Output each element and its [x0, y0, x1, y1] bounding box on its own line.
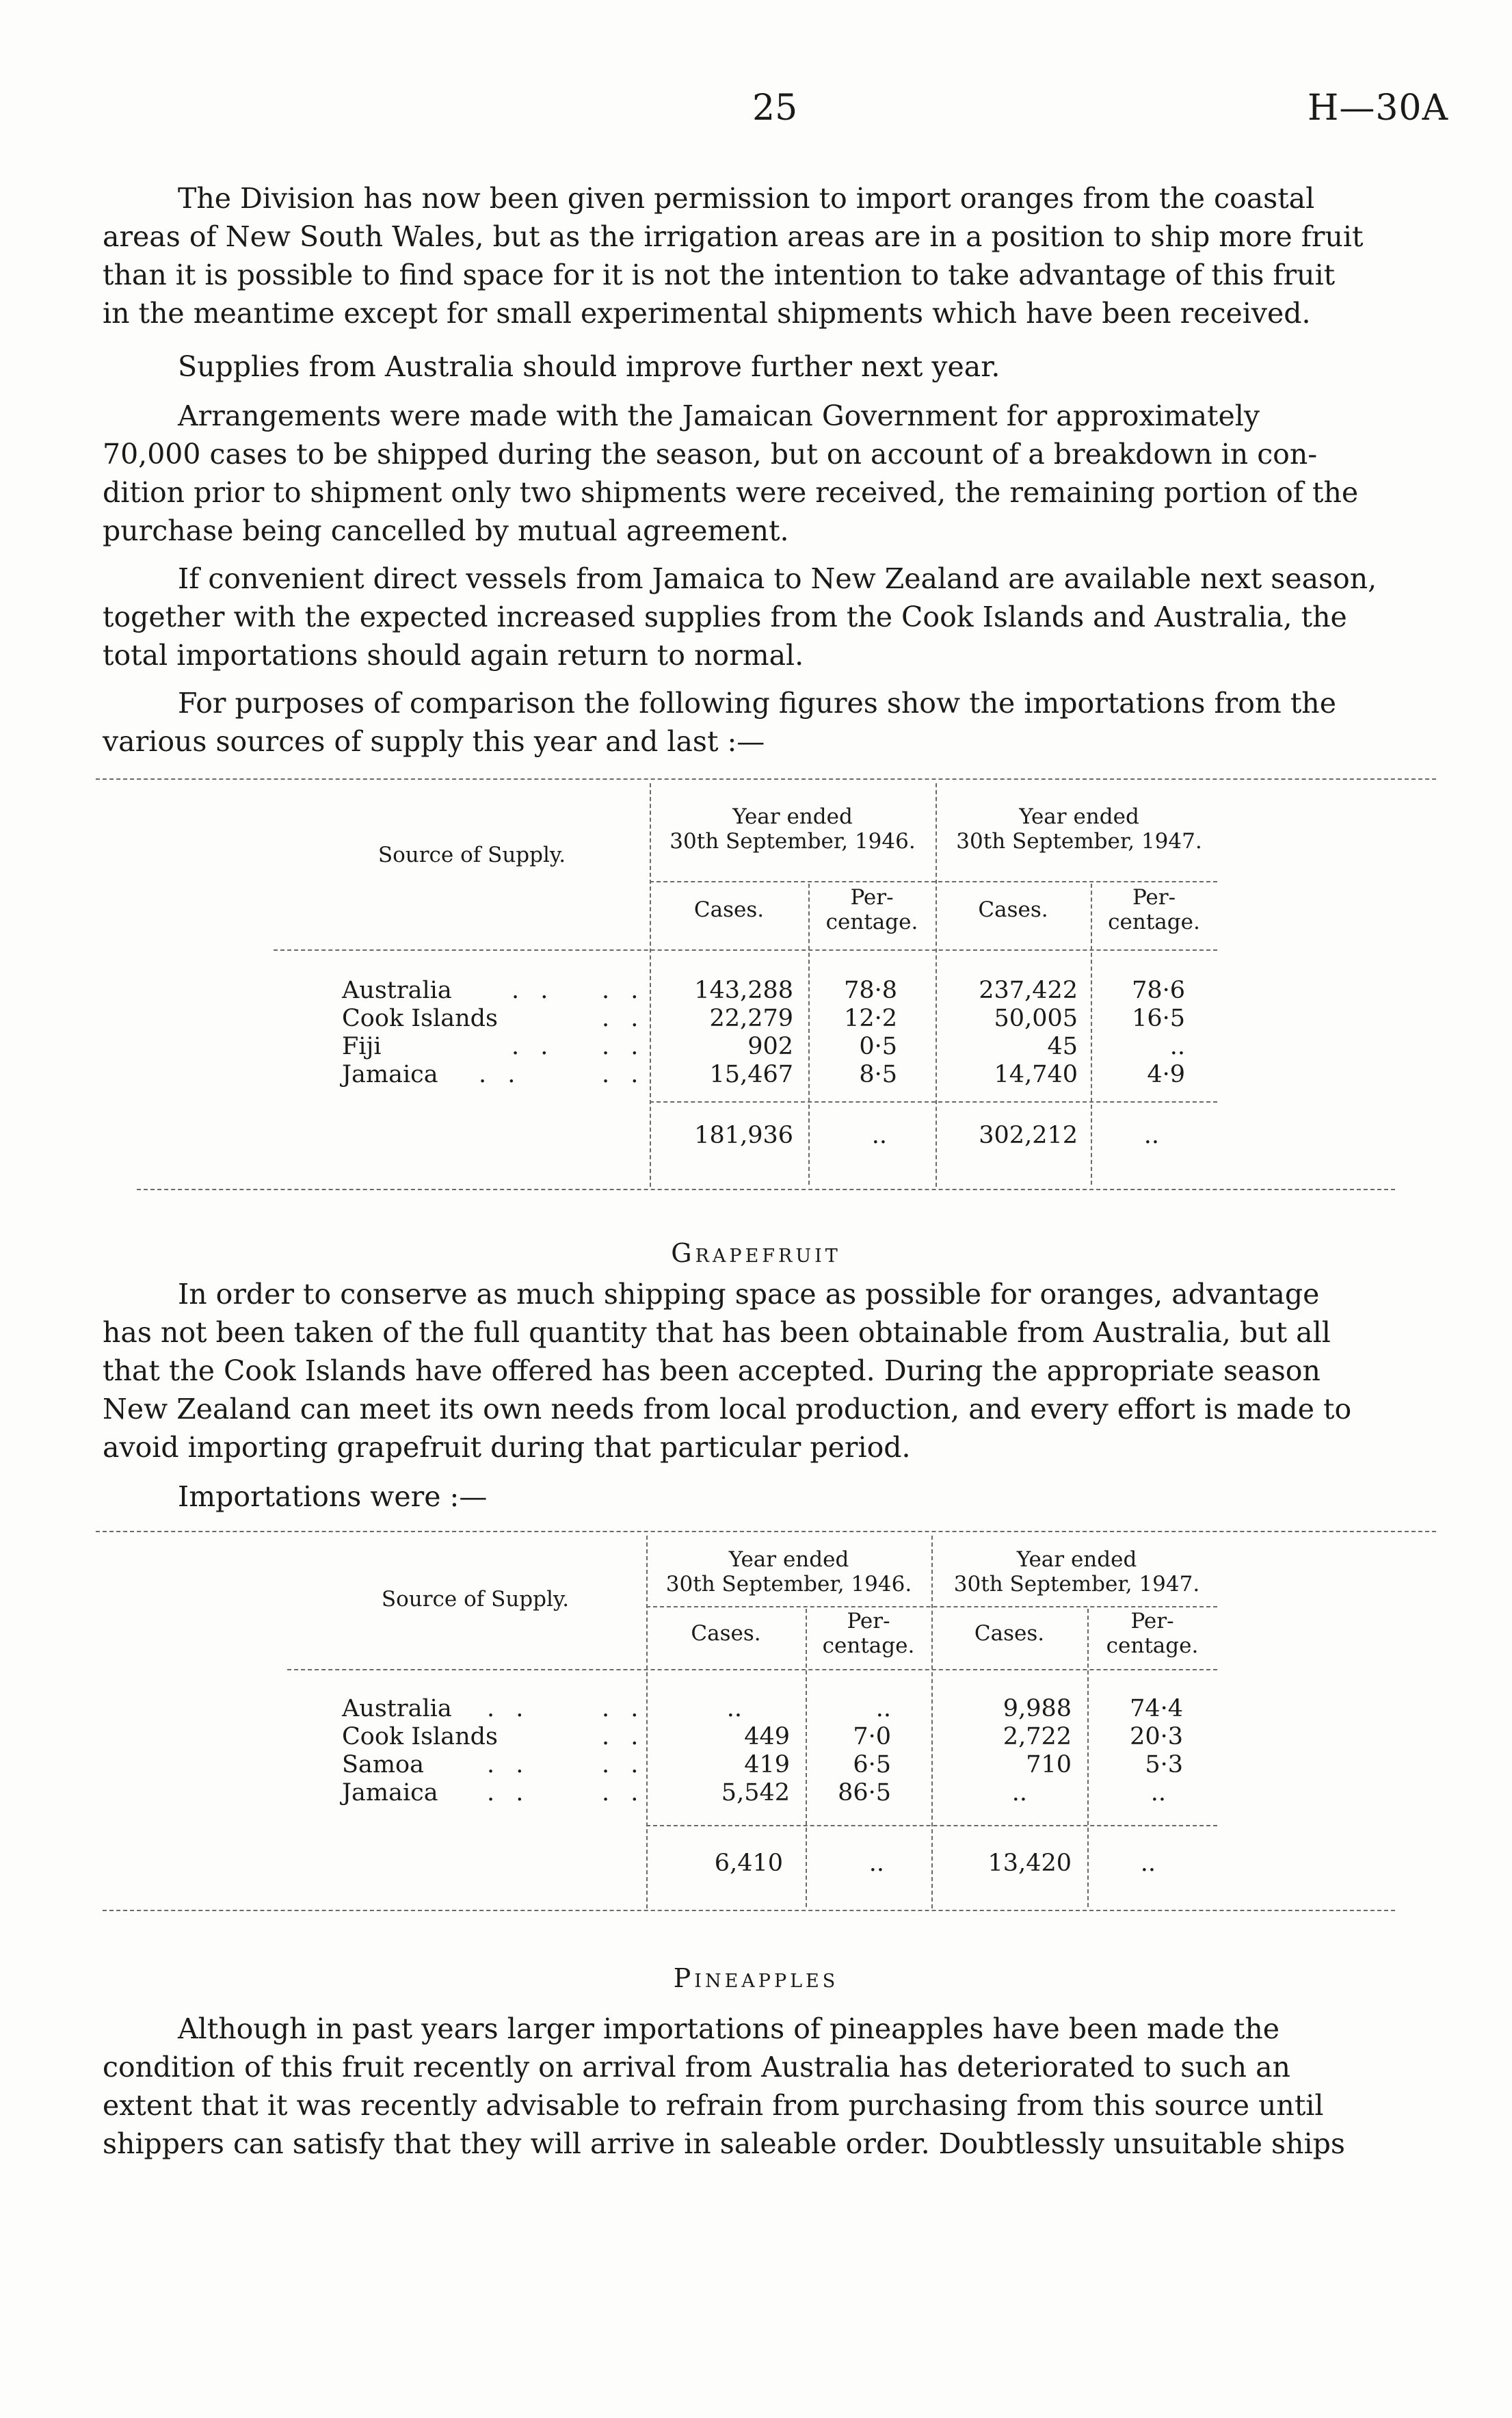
- cases-1947: 2,722: [1003, 1723, 1072, 1750]
- header-year-1947: Year ended 30th September, 1947.: [956, 804, 1202, 854]
- leader-dots: . .: [512, 1033, 555, 1060]
- percentage-1947: 4·9: [1147, 1061, 1185, 1088]
- leader-dots: . .: [487, 1779, 531, 1806]
- document-reference: H—30A: [1308, 88, 1449, 129]
- cases-1946: 449: [744, 1723, 790, 1750]
- leader-dots: . .: [602, 1033, 646, 1060]
- leader-dots: . .: [602, 977, 646, 1004]
- total-cases-1947: 13,420: [987, 1850, 1072, 1877]
- table-rule-header-bottom: [287, 1669, 1217, 1670]
- leader-dots: . .: [487, 1695, 531, 1722]
- cases-1947: 45: [1047, 1033, 1078, 1060]
- total-cases-1946: 181,936: [694, 1122, 793, 1149]
- leader-dots: . .: [602, 1779, 646, 1806]
- cases-1946: ..: [726, 1695, 742, 1722]
- leader-dots: . .: [479, 1061, 522, 1088]
- total-cases-1947: 302,212: [979, 1122, 1078, 1149]
- header-year-1946: Year ended 30th September, 1946.: [665, 1547, 912, 1596]
- header-year-1946: Year ended 30th September, 1946.: [669, 804, 916, 854]
- row-source: Cook Islands: [342, 1005, 499, 1032]
- paragraph-importations: Importations were :—: [178, 1480, 488, 1513]
- percentage-1946: 0·5: [859, 1033, 897, 1060]
- header-source-of-supply: Source of Supply.: [381, 1587, 570, 1612]
- paragraph-direct-vessels: If convenient direct vessels from Jamaica to New Zealand are available next season, together with the expected increased supplies from the Cook Islands and Australia, the total importations should again return to normal.: [103, 562, 1377, 672]
- header-year-1947: Year ended 30th September, 1947.: [953, 1547, 1200, 1596]
- header-source-of-supply: Source of Supply.: [377, 843, 566, 867]
- cases-1947: 14,740: [994, 1061, 1078, 1088]
- table-rule-top: [96, 1531, 1436, 1532]
- percentage-1947: ..: [1150, 1779, 1166, 1806]
- paragraph-comparison: For purposes of comparison the following figures show the importations from the various sources of supply this year and last :—: [103, 687, 1336, 758]
- percentage-1946: 12·2: [844, 1005, 897, 1032]
- leader-dots: . .: [602, 1061, 646, 1088]
- cases-1946: 5,542: [721, 1779, 790, 1806]
- leader-dots: . .: [602, 1005, 646, 1032]
- header-percentage-1946: Per- centage.: [825, 885, 918, 934]
- row-source: Australia: [342, 977, 452, 1004]
- percentage-1947: ..: [1169, 1033, 1185, 1060]
- percentage-1946: ..: [875, 1695, 891, 1722]
- total-cases-1946: 6,410: [714, 1850, 783, 1877]
- table-row: [0, 1723, 1512, 1751]
- row-source: Jamaica: [342, 1779, 438, 1806]
- total-percentage-1947: ..: [1143, 1122, 1159, 1149]
- cases-1946: 15,467: [709, 1061, 793, 1088]
- percentage-1946: 7·0: [853, 1723, 891, 1750]
- table-row: [0, 1751, 1512, 1779]
- percentage-1947: 5·3: [1145, 1751, 1183, 1778]
- paragraph-coastal-oranges: The Division has now been given permission to import oranges from the coastal areas of New South Wales, but as the irrigation areas are in a position to ship more fruit than it is possible to find space for it is not the intention to take advantage of this fruit in the meantime except for small experimental shipments which have been received.: [103, 182, 1364, 330]
- header-percentage-1947: Per- centage.: [1106, 1609, 1199, 1658]
- cases-1947: 50,005: [994, 1005, 1078, 1032]
- header-cases-1947: Cases.: [974, 1621, 1045, 1646]
- table-row: [0, 1779, 1512, 1807]
- paragraph-pineapples: Although in past years larger importations of pineapples have been made the condition of this fruit recently on arrival from Australia has deteriorated to such an extent that it was recently advisable to refrain from purchasing from this source until shippers can satisfy that they will arrive in saleable order. Doubtlessly unsuitable ships: [103, 2012, 1345, 2160]
- paragraph-jamaican-arrangements: Arrangements were made with the Jamaican Government for approximately 70,000 cases to be shipped during the season, but on account of a breakdown in con- dition prior to shipment only two shipments were received, the remaining portion of the purchase being cancelled by mutual agreement.: [103, 399, 1359, 547]
- grapefruit-heading: Grapefruit: [671, 1238, 841, 1268]
- paragraph-grapefruit: In order to conserve as much shipping space as possible for oranges, advantage has not been taken of the full quantity that has been obtainable from Australia, but all that the Cook Islands have offered has been accepted. During the appropriate season New Zealand can meet its own needs from local production, and every effort is made to avoid importing grapefruit during that particular period.: [103, 1278, 1352, 1464]
- cases-1947: 9,988: [1003, 1695, 1072, 1722]
- leader-dots: . .: [487, 1751, 531, 1778]
- percentage-1946: 8·5: [859, 1061, 897, 1088]
- cases-1947: 237,422: [979, 977, 1078, 1004]
- header-cases-1947: Cases.: [978, 897, 1048, 922]
- cases-1947: ..: [1011, 1779, 1027, 1806]
- table-total-row: [0, 1850, 1512, 1878]
- leader-dots: . .: [602, 1751, 646, 1778]
- cases-1946: 22,279: [709, 1005, 793, 1032]
- header-cases-1946: Cases.: [691, 1621, 761, 1646]
- percentage-1946: 6·5: [853, 1751, 891, 1778]
- table-row: [0, 1695, 1512, 1723]
- page-number: 25: [752, 88, 798, 129]
- total-percentage-1946: ..: [871, 1122, 887, 1149]
- percentage-1947: 20·3: [1130, 1723, 1183, 1750]
- row-source: Cook Islands: [342, 1723, 499, 1750]
- cases-1946: 419: [744, 1751, 790, 1778]
- leader-dots: . .: [602, 1723, 646, 1750]
- percentage-1947: 74·4: [1130, 1695, 1183, 1722]
- pineapples-heading: Pineapples: [673, 1963, 839, 1993]
- percentage-1946: 78·8: [844, 977, 897, 1004]
- header-cases-1946: Cases.: [693, 897, 765, 922]
- percentage-1947: 78·6: [1132, 977, 1185, 1004]
- paragraph-supplies-australia: Supplies from Australia should improve further next year.: [178, 350, 1000, 383]
- row-source: Australia: [342, 1695, 452, 1722]
- row-source: Fiji: [342, 1033, 382, 1060]
- header-percentage-1947: Per- centage.: [1108, 885, 1200, 934]
- table-rule-bottom: [103, 1910, 1395, 1911]
- cases-1947: 710: [1026, 1751, 1072, 1778]
- cases-1946: 143,288: [694, 977, 793, 1004]
- leader-dots: . .: [512, 977, 555, 1004]
- leader-dots: . .: [602, 1695, 646, 1722]
- row-source: Jamaica: [342, 1061, 438, 1088]
- total-percentage-1946: ..: [868, 1850, 884, 1877]
- header-percentage-1946: Per- centage.: [822, 1609, 915, 1658]
- percentage-1946: 86·5: [838, 1779, 891, 1806]
- row-source: Samoa: [342, 1751, 424, 1778]
- percentage-1947: 16·5: [1132, 1005, 1185, 1032]
- cases-1946: 902: [747, 1033, 793, 1060]
- total-percentage-1947: ..: [1140, 1850, 1156, 1877]
